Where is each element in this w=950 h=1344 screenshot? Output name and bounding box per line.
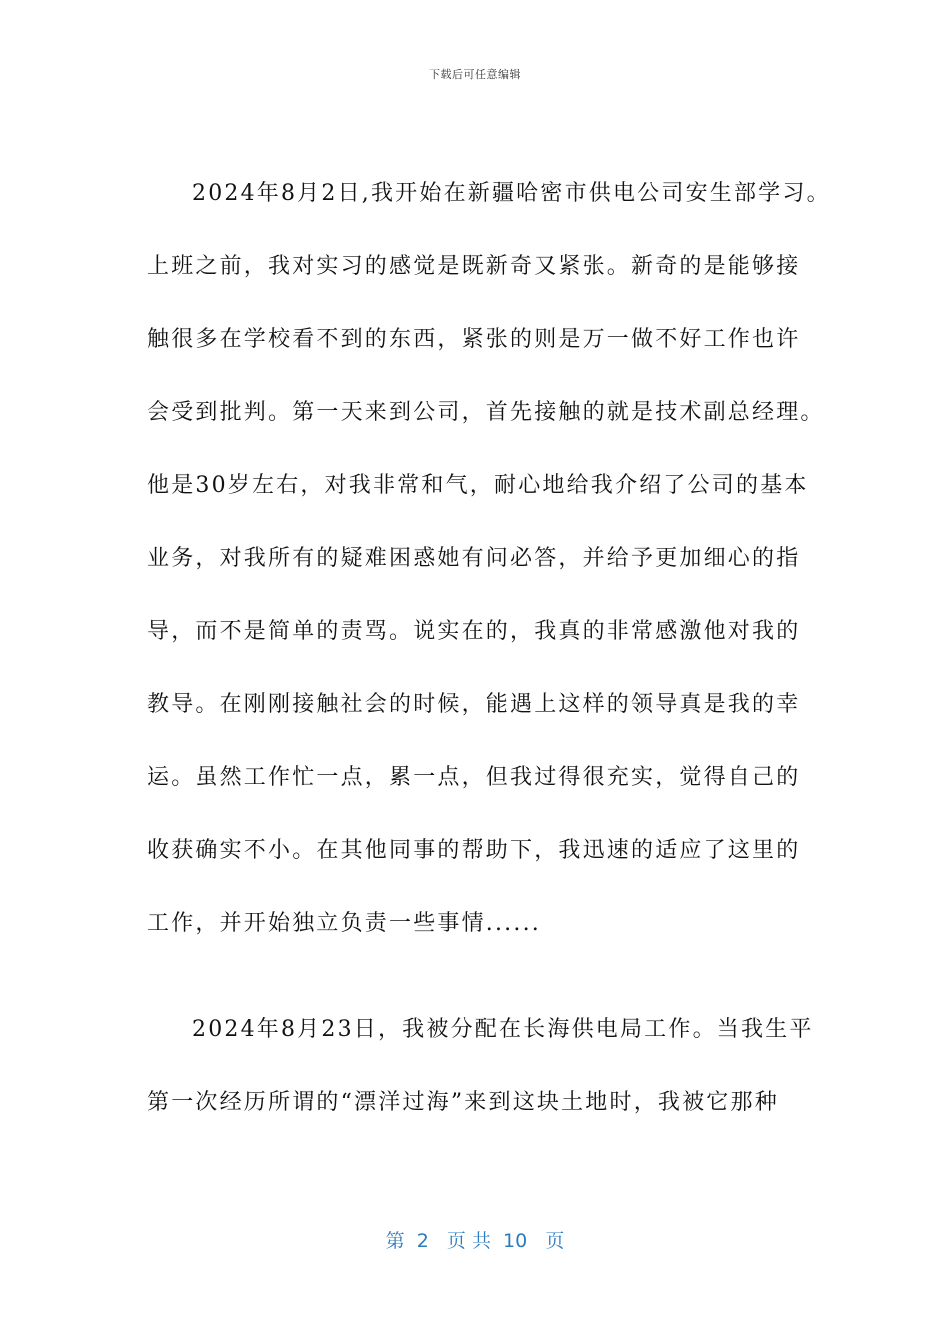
paragraph-line: 业务，对我所有的疑难困惑她有问必答，并给予更加细心的指 — [147, 546, 801, 571]
page-header: 下载后可任意编辑 — [429, 68, 521, 81]
paragraph-line: 他是30岁左右，对我非常和气，耐心地给我介绍了公司的基本 — [147, 473, 809, 498]
paragraph-line: 上班之前，我对实习的感觉是既新奇又紧张。新奇的是能够接 — [147, 254, 801, 279]
page-number-footer: 第 2 页 共 10 页 — [385, 1230, 565, 1252]
paragraph-line: 第一次经历所谓的“漂洋过海”来到这块土地时，我被它那种 — [147, 1090, 779, 1115]
paragraph-line: 教导。在刚刚接触社会的时候，能遇上这样的领导真是我的幸 — [147, 692, 801, 717]
paragraph-line: 运。虽然工作忙一点，累一点，但我过得很充实，觉得自己的 — [147, 765, 801, 790]
paragraph-line: 2024年8月2日,我开始在新疆哈密市供电公司安生部学习。 — [192, 181, 831, 206]
paragraph-line: 工作，并开始独立负责一些事情...... — [147, 911, 541, 936]
paragraph-line: 触很多在学校看不到的东西，紧张的则是万一做不好工作也许 — [147, 327, 801, 352]
paragraph-line: 导，而不是简单的责骂。说实在的，我真的非常感激他对我的 — [147, 619, 801, 644]
paragraph-line: 2024年8月23日，我被分配在长海供电局工作。当我生平 — [192, 1017, 814, 1042]
paragraph-line: 会受到批判。第一天来到公司，首先接触的就是技术副总经理。 — [147, 400, 825, 425]
paragraph-line: 收获确实不小。在其他同事的帮助下，我迅速的适应了这里的 — [147, 838, 801, 863]
